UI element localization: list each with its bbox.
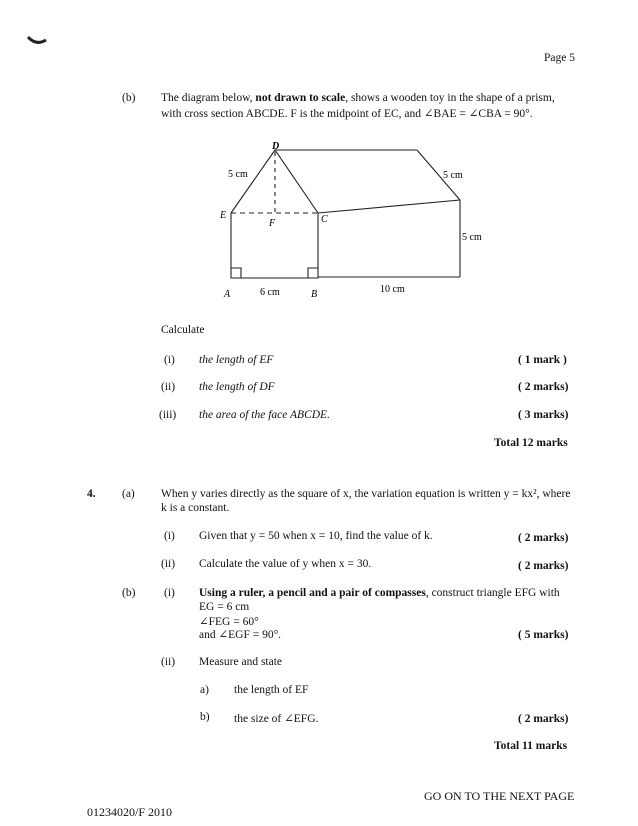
- part-label-4a: (a): [122, 488, 135, 500]
- q4b-sub-text: the length of EF: [234, 684, 309, 696]
- calc-item-num: (ii): [161, 381, 176, 393]
- q4b-i-line-1: Using a ruler, a pencil and a pair of compasses, construct triangle EFG with: [199, 587, 560, 599]
- label-a: A: [224, 289, 231, 300]
- footer-paper-code: 01234020/F 2010: [87, 805, 173, 819]
- q4a-item-marks: ( 2 marks): [518, 532, 569, 544]
- q4a-line-1: When y varies directly as the square of x, the variation equation is written y = kx², where: [161, 488, 571, 500]
- q4b-sub-text: the size of ∠EFG.: [234, 713, 319, 725]
- label-ab-length: 6 cm: [260, 287, 280, 298]
- q4b-sub-num: a): [200, 684, 209, 696]
- label-e: E: [220, 210, 227, 221]
- q4b-sub-num: b): [200, 711, 210, 723]
- q4b-i-marks: ( 5 marks): [518, 629, 569, 641]
- label-f: F: [269, 218, 276, 229]
- part-label-3b: (b): [122, 92, 136, 104]
- intro-line-2: with cross section ABCDE. F is the midpoint of EC, and ∠BAE = ∠CBA = 90°.: [161, 108, 533, 120]
- q4b-i-line-2: EG = 6 cm: [199, 601, 250, 613]
- q4a-item-marks: ( 2 marks): [518, 560, 569, 572]
- prism-diagram: [210, 140, 500, 305]
- q4b-i-line-4: and ∠EGF = 90°.: [199, 629, 282, 641]
- q4b-i-line-3: ∠FEG = 60°: [199, 616, 259, 628]
- calc-item-marks: ( 1 mark ): [518, 354, 567, 366]
- label-b: B: [311, 289, 318, 300]
- calculate-heading: Calculate: [161, 324, 205, 336]
- label-depth: 10 cm: [380, 284, 405, 295]
- calc-item-text: the area of the face ABCDE.: [199, 409, 330, 421]
- intro-line-1: The diagram below, not drawn to scale, shows a wooden toy in the shape of a prism,: [161, 92, 555, 104]
- q4a-item-num: (i): [164, 530, 175, 542]
- q4a-item-text: Calculate the value of y when x = 30.: [199, 558, 372, 570]
- calc-item-text: the length of EF: [199, 354, 274, 366]
- q4a-item-text: Given that y = 50 when x = 10, find the value of k.: [199, 530, 433, 542]
- q4a-item-num: (ii): [161, 558, 176, 570]
- q4a-line-2: k is a constant.: [161, 502, 230, 514]
- total-marks-q3: Total 12 marks: [494, 437, 568, 449]
- q4b-ii-marks: ( 2 marks): [518, 713, 569, 725]
- label-d: D: [272, 141, 280, 152]
- q4b-ii-num: (ii): [161, 656, 176, 668]
- question-number-4: 4.: [87, 488, 96, 500]
- footer-next-page: GO ON TO THE NEXT PAGE: [424, 789, 575, 803]
- calc-item-marks: ( 3 marks): [518, 409, 569, 421]
- label-ed-length: 5 cm: [228, 169, 248, 180]
- label-c: C: [321, 214, 328, 225]
- label-back-height: 5 cm: [462, 232, 482, 243]
- q4b-i-num: (i): [164, 587, 175, 599]
- calc-item-num: (iii): [159, 409, 177, 421]
- scan-mark: [26, 34, 50, 48]
- calc-item-marks: ( 2 marks): [518, 381, 569, 393]
- part-label-4b: (b): [122, 587, 136, 599]
- page-number: Page 5: [544, 52, 575, 64]
- q4b-ii-text: Measure and state: [199, 656, 283, 668]
- calc-item-text: the length of DF: [199, 381, 275, 393]
- label-dc-length: 5 cm: [443, 170, 463, 181]
- total-marks-q4: Total 11 marks: [494, 740, 568, 752]
- calc-item-num: (i): [164, 354, 175, 366]
